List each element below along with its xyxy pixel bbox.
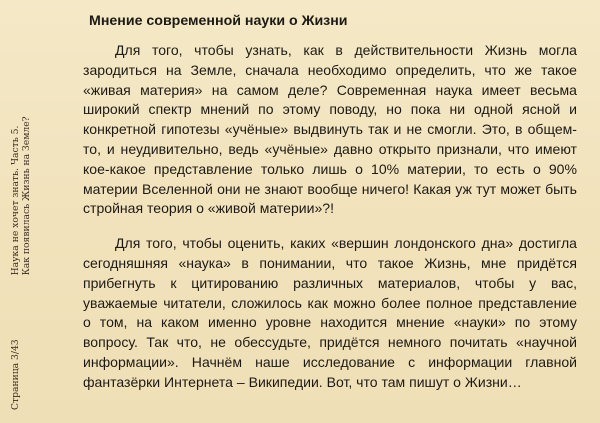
- side-margin: [8, 100, 68, 420]
- series-title: [10, 116, 32, 275]
- side-label: [10, 116, 32, 410]
- series-title-line-1: Наука не хочет знать. Часть 5.: [10, 125, 21, 276]
- series-title-line-2: Как появилась Жизнь на Земле?: [21, 116, 32, 276]
- section-title: Мнение современной науки о Жизни: [89, 13, 348, 29]
- paragraph-2: Для того, чтобы оценить, каких «вершин лондонского дна» достигла сегодняшняя «наука» в понимании, что такое Жизнь, мне придётся прибегнуть к цитированию различных материалов, чтобы у вас, уважаемые читатели, сложилось как можно более полное представление о том, на каком именно уровне находится мнение «науки» по этому вопросу. Так что, не обессудьте, придётся немного почитать «научной информации». Начнём наше исследование с информации главной фантазёрки Интернета – Википедии. Вот, что там пишут о Жизни…: [83, 235, 577, 390]
- page-number: Страница 3/43: [10, 339, 21, 410]
- paragraph-1: Для того, чтобы узнать, как в действительности Жизнь могла зародиться на Земле, сначала необходимо определить, что же такое «живая материя» на самом деле? Современная наука имеет весьма широкий спектр мнений по этому поводу, но пока ни одной ясной и конкретной гипотезы «учёные» выдвинуть так и не смогли. Это, в общем-то, и неудивительно, ведь «учёные» давно открыто признали, что имеют кое-какое представление только лишь о 10% материи, то есть о 90% материи Вселенной они не знают вообще ничего! Какая уж тут может быть стройная теория о «живой материи»?!: [83, 42, 577, 217]
- document-body: [83, 12, 577, 408]
